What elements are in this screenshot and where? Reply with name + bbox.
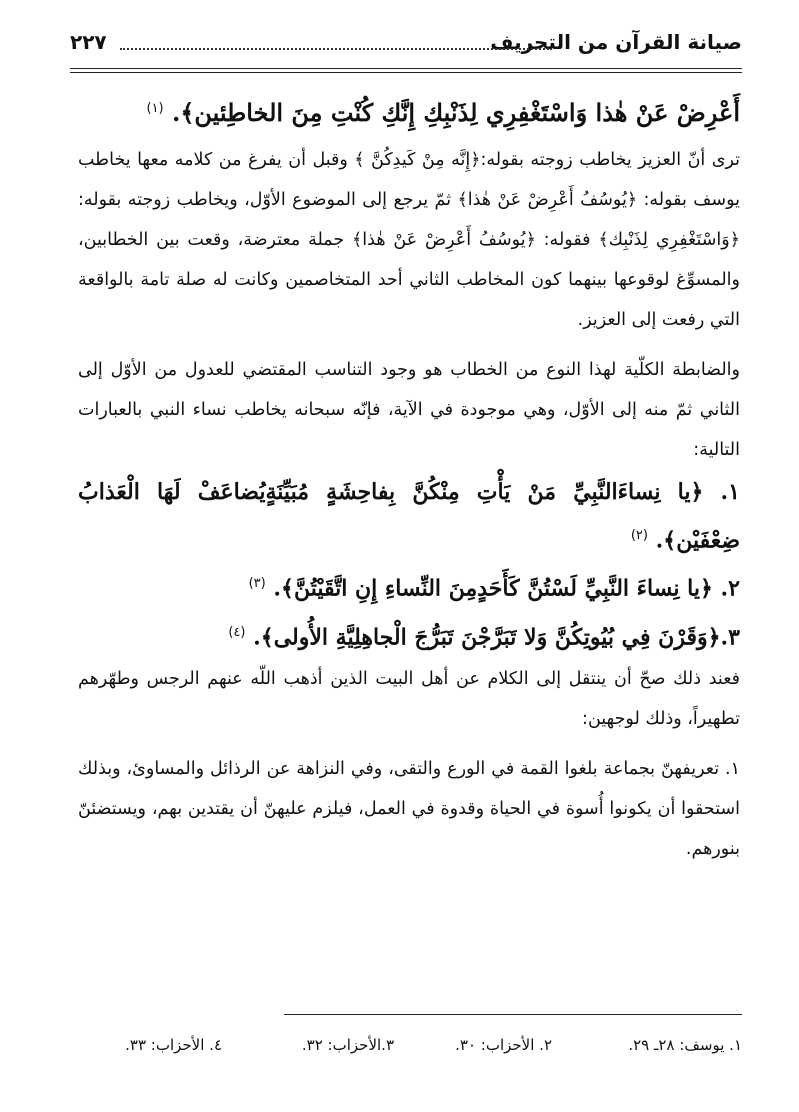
list-item-2-text: ٢. ﴿يا نِساءَ النَّبِيِّ لَسْتُنَّ كَأَحَدٍمِنَ النِّساءِ إِنِ اتَّقَيْتُنَّ﴾. <box>273 575 740 602</box>
paragraph-2: والضابطة الكلّية لهذا النوع من الخطاب هو وجود التناسب المقتضي للعدول من الأوّل إلى الثاني ثمّ منه إلى الأوّل، وهي موجودة في الآية، فإنّه سبحانه يخاطب نساء النبي بالعبارات التالية: <box>78 360 740 460</box>
verse-text: أَعْرِضْ عَنْ هٰذا وَاسْتَغْفِرِي لِذَنْبِكِ إِنَّكِ كُنْتِ مِنَ الخاطِئين﴾. <box>171 98 740 127</box>
paragraph-1: ترى أنّ العزيز يخاطب زوجته بقوله:﴿إِنَّه مِنْ كَيدِكُنَّ ﴾ وقبل أن يفرغ من كلامه معها يخاطب يوسف بقوله: ﴿يُوسُفُ أَعْرِضْ عَنْ هٰذا﴾ ثمّ يرجع إلى الموضوع الأوّل، ويخاطب زوجته بقوله: ﴿وَاسْتَغْفِرِي لِذَنْبِك﴾ فقوله: ﴿يُوسُفُ أَعْرِضْ عَنْ هٰذا﴾ جملة معترضة، وقعت بين الخطابين، والمسوِّغ لوقوعها بينهما كون المخاطب الثاني أحد المتخاصمين وكانت له صلة تامة بالواقعة التي رفعت إلى العزيز. <box>78 150 740 330</box>
list-item-3-text: ٣.﴿وَقَرْنَ فِي بُيُوتِكُنَّ وَلا تَبَرَّجْنَ تَبَرُّجَ الْجاهِلِيَّةِ الأُولى﴾. <box>253 623 740 650</box>
header-rule-bottom <box>70 72 742 73</box>
paragraph-4: ١. تعريفهنّ بجماعة بلغوا القمة في الورع والتقى، وفي النزاهة عن الرذائل والمساوئ، وبذلك استحقوا أن يكونوا أُسوة في الحياة وقدوة في العمل، فيلزم عليهنّ أن يقتدين بهم، ويستضئنّ بنورهم. <box>78 758 740 859</box>
footnote-3: ٣.الأحزاب: ٣٢. <box>301 1036 394 1054</box>
footnote-marker-2: (٢) <box>630 528 648 543</box>
footnote-2: ٢. الأحزاب: ٣٠. <box>455 1036 552 1054</box>
page-number: ٢٢٧ <box>70 30 107 54</box>
footnotes <box>70 1036 742 1062</box>
paragraph-3: فعند ذلك صحّ أن ينتقل إلى الكلام عن أهل البيت الذين أذهب اللّه عنهم الرجس وطهّرهم تطهيراً، وذلك لوجهين: <box>78 668 740 729</box>
footnote-marker-1: (١) <box>146 101 164 116</box>
quran-verse-line <box>78 82 740 140</box>
footnote-marker-3: (٣) <box>248 576 266 592</box>
footnote-separator <box>284 1014 742 1015</box>
header-rule-top <box>70 68 742 69</box>
footnote-4: ٤. الأحزاب: ٣٣. <box>125 1036 222 1054</box>
header-title: صيانة القرآن من التحريف <box>490 30 742 54</box>
list-item-1 <box>78 470 740 562</box>
footnote-marker-4: (٤) <box>228 624 246 640</box>
header-dot-leader <box>120 38 552 50</box>
list-item-1-text: ١. ﴿يا نِساءَالنَّبِيِّ مَنْ يَأْتِ مِنْكُنَّ بِفاحِشَةٍ مُبَيِّنَةٍيُضاعَفْ لَهَا الْعَذابُ ضِعْفَيْن﴾. <box>78 479 740 554</box>
page-body <box>78 82 740 869</box>
list-item-2 <box>78 562 740 610</box>
running-header <box>70 30 742 60</box>
list-item-3 <box>78 611 740 659</box>
footnote-1: ١. يوسف: ٢٨ـ ٢٩. <box>628 1036 742 1054</box>
